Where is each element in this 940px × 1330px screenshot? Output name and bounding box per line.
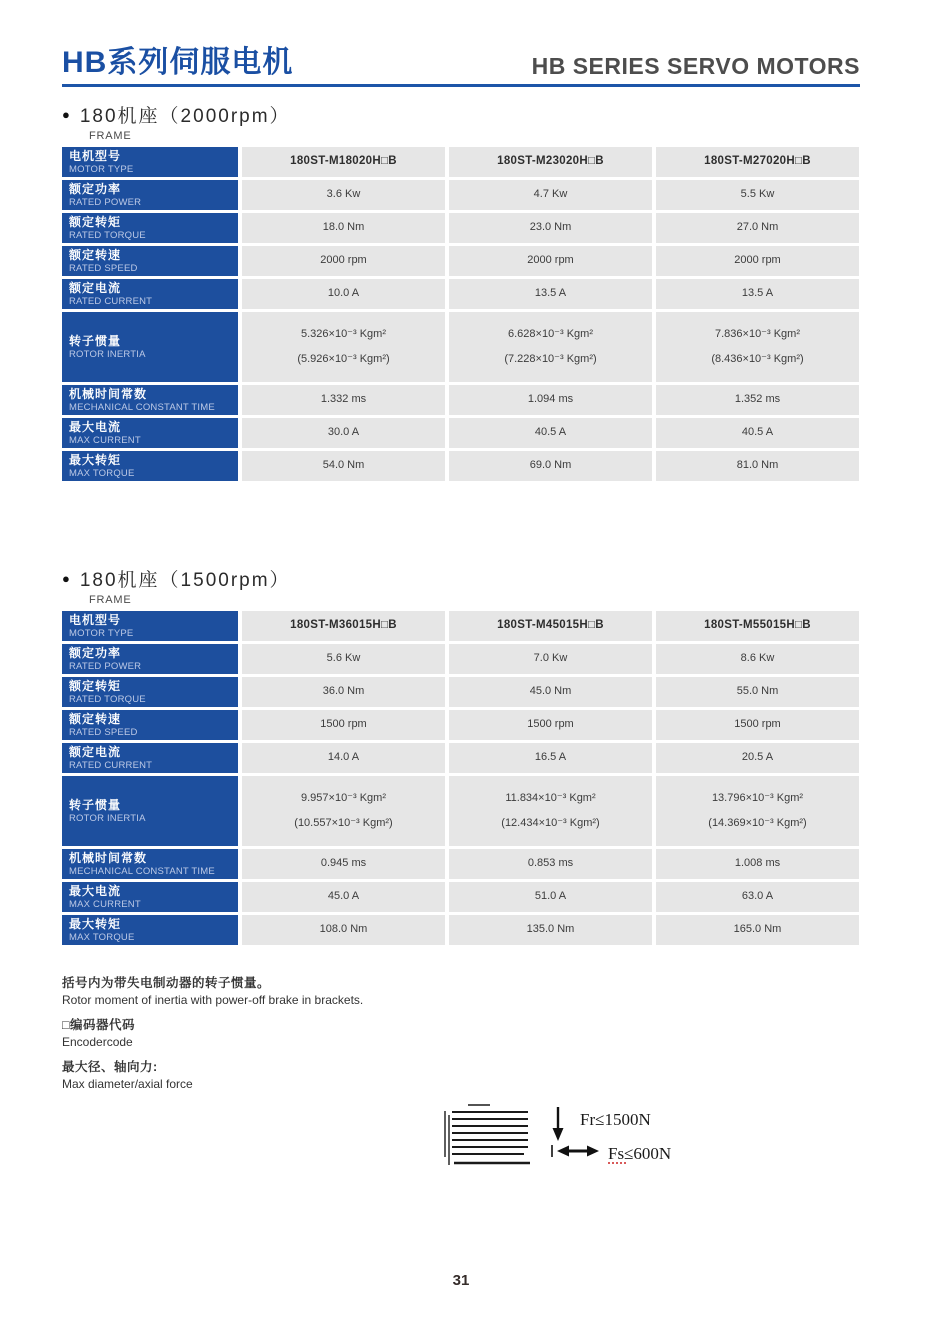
value-cell: 2000 rpm [449, 246, 652, 276]
table-row [62, 312, 860, 382]
value-cell: 36.0 Nm [242, 677, 445, 707]
section-heading: 180机座（1500rpm） [79, 570, 291, 591]
value-cell: 5.6 Kw [242, 644, 445, 674]
row-label [62, 776, 238, 846]
row-label-zh: 最大电流 [69, 419, 122, 434]
row-label-en: RATED TORQUE [69, 229, 146, 241]
row-label-en: RATED POWER [69, 196, 142, 208]
value-cell: 165.0 Nm [656, 915, 859, 945]
footnote-en: Encodercode [62, 1034, 133, 1049]
table-row [62, 213, 860, 243]
row-label-en: MECHANICAL CONSTANT TIME [69, 865, 215, 877]
row-label [62, 418, 238, 448]
table-row [62, 147, 860, 177]
row-label-zh: 额定转速 [69, 711, 122, 726]
table-row [62, 385, 860, 415]
value-cell: 16.5 A [449, 743, 652, 773]
row-label-zh: 额定电流 [69, 280, 122, 295]
row-label-zh: 转子惯量 [69, 797, 122, 812]
value-cell: 9.957×10⁻³ Kgm² (10.557×10⁻³ Kgm²) [242, 776, 445, 846]
table-row [62, 611, 860, 641]
table-row [62, 915, 860, 945]
value-cell: 13.5 A [656, 279, 859, 309]
value-cell: 51.0 A [449, 882, 652, 912]
value-cell: 13.796×10⁻³ Kgm² (14.369×10⁻³ Kgm²) [656, 776, 859, 846]
value-cell: 0.945 ms [242, 849, 445, 879]
value-cell: 180ST-M27020H□B [656, 147, 859, 177]
row-label [62, 915, 238, 945]
row-label-zh: 额定转矩 [69, 214, 122, 229]
table-row [62, 710, 860, 740]
page-number: 31 [452, 1272, 470, 1290]
row-label [62, 312, 238, 382]
value-cell: 69.0 Nm [449, 451, 652, 481]
value-cell: 2000 rpm [242, 246, 445, 276]
value-cell: 30.0 A [242, 418, 445, 448]
table-row [62, 180, 860, 210]
table-row [62, 849, 860, 879]
footnote-zh: □编码器代码 [62, 1018, 136, 1033]
row-label-zh: 最大转矩 [69, 452, 122, 467]
value-cell: 4.7 Kw [449, 180, 652, 210]
row-label [62, 677, 238, 707]
row-label [62, 849, 238, 879]
row-label [62, 246, 238, 276]
radial-force-arrow-icon [553, 1107, 564, 1141]
row-label-en: MECHANICAL CONSTANT TIME [69, 401, 215, 413]
row-label-zh: 机械时间常数 [69, 850, 148, 865]
value-cell: 20.5 A [656, 743, 859, 773]
row-label-en: RATED CURRENT [69, 295, 153, 307]
doc-header [62, 46, 860, 87]
table-row [62, 418, 860, 448]
section-heading: 180机座（2000rpm） [79, 106, 291, 127]
value-cell: 108.0 Nm [242, 915, 445, 945]
section-bullet-icon: ● [62, 571, 70, 586]
table-row [62, 279, 860, 309]
row-label-zh: 电机型号 [69, 148, 122, 163]
value-cell: 6.628×10⁻³ Kgm² (7.228×10⁻³ Kgm²) [449, 312, 652, 382]
value-cell: 180ST-M45015H□B [449, 611, 652, 641]
section-subheading: FRAME [89, 594, 132, 606]
value-cell: 27.0 Nm [656, 213, 859, 243]
row-label-en: MAX CURRENT [69, 434, 141, 446]
table-row [62, 451, 860, 481]
axial-force-arrow-icon [552, 1145, 599, 1157]
row-label-en: ROTOR INERTIA [69, 812, 146, 824]
footnote [62, 1017, 860, 1050]
row-label-zh: 额定转速 [69, 247, 122, 262]
footnote [62, 975, 860, 1008]
row-label [62, 710, 238, 740]
value-cell: 7.836×10⁻³ Kgm² (8.436×10⁻³ Kgm²) [656, 312, 859, 382]
value-cell: 14.0 A [242, 743, 445, 773]
row-label-en: RATED CURRENT [69, 759, 153, 771]
row-label [62, 644, 238, 674]
row-label-en: RATED SPEED [69, 726, 138, 738]
row-label [62, 611, 238, 641]
value-cell: 18.0 Nm [242, 213, 445, 243]
footnotes [62, 975, 860, 1092]
page-title-en: HB SERIES SERVO MOTORS [531, 52, 860, 79]
value-cell: 1500 rpm [656, 710, 859, 740]
value-cell: 180ST-M36015H□B [242, 611, 445, 641]
section-bullet-icon: ● [62, 107, 70, 122]
row-label-zh: 额定功率 [69, 645, 122, 660]
row-label-zh: 额定电流 [69, 744, 122, 759]
value-cell: 8.6 Kw [656, 644, 859, 674]
row-label-en: RATED TORQUE [69, 693, 146, 705]
row-label [62, 213, 238, 243]
axial-force-label: Fs≤600N [608, 1144, 672, 1164]
row-label [62, 451, 238, 481]
row-label-zh: 额定功率 [69, 181, 122, 196]
table-row [62, 882, 860, 912]
value-cell: 1500 rpm [449, 710, 652, 740]
value-cell: 81.0 Nm [656, 451, 859, 481]
value-cell: 45.0 A [242, 882, 445, 912]
row-label-zh: 电机型号 [69, 612, 122, 627]
table-row [62, 677, 860, 707]
value-cell: 180ST-M23020H□B [449, 147, 652, 177]
row-label-zh: 转子惯量 [69, 333, 122, 348]
row-label-zh: 机械时间常数 [69, 386, 148, 401]
value-cell: 54.0 Nm [242, 451, 445, 481]
value-cell: 11.834×10⁻³ Kgm² (12.434×10⁻³ Kgm²) [449, 776, 652, 846]
row-label-zh: 额定转矩 [69, 678, 122, 693]
value-cell: 10.0 A [242, 279, 445, 309]
value-cell: 1.352 ms [656, 385, 859, 415]
value-cell: 180ST-M18020H□B [242, 147, 445, 177]
value-cell: 63.0 A [656, 882, 859, 912]
row-label-zh: 最大转矩 [69, 916, 122, 931]
footnote [62, 1059, 860, 1092]
value-cell: 13.5 A [449, 279, 652, 309]
row-label-en: RATED SPEED [69, 262, 138, 274]
row-label-en: MAX CURRENT [69, 898, 141, 910]
footnote-en: Max diameter/axial force [62, 1077, 193, 1091]
value-cell: 1.332 ms [242, 385, 445, 415]
row-label [62, 180, 238, 210]
section-2000rpm [62, 101, 860, 481]
shaft-force-diagram [440, 1101, 700, 1184]
value-cell: 1.094 ms [449, 385, 652, 415]
value-cell: 7.0 Kw [449, 644, 652, 674]
row-label-en: RATED POWER [69, 660, 142, 672]
value-cell: 135.0 Nm [449, 915, 652, 945]
section-1500rpm [62, 565, 860, 945]
footnote-en: Rotor moment of inertia with power-off brake in brackets. [62, 992, 364, 1007]
row-label [62, 147, 238, 177]
row-label [62, 882, 238, 912]
spec-table-1500rpm [62, 611, 860, 945]
table-row [62, 644, 860, 674]
value-cell: 2000 rpm [656, 246, 859, 276]
table-row [62, 246, 860, 276]
value-cell: 40.5 A [656, 418, 859, 448]
value-cell: 55.0 Nm [656, 677, 859, 707]
row-label-zh: 最大电流 [69, 883, 122, 898]
value-cell: 45.0 Nm [449, 677, 652, 707]
footnote-zh: 最大径、轴向力: [62, 1060, 158, 1075]
value-cell: 5.326×10⁻³ Kgm² (5.926×10⁻³ Kgm²) [242, 312, 445, 382]
spec-table-2000rpm [62, 147, 860, 481]
table-row [62, 743, 860, 773]
row-label-en: ROTOR INERTIA [69, 348, 146, 360]
value-cell: 1.008 ms [656, 849, 859, 879]
motor-shaft-icon [445, 1105, 530, 1165]
value-cell: 1500 rpm [242, 710, 445, 740]
value-cell: 23.0 Nm [449, 213, 652, 243]
row-label [62, 279, 238, 309]
value-cell: 0.853 ms [449, 849, 652, 879]
row-label-en: MAX TORQUE [69, 931, 135, 943]
value-cell: 5.5 Kw [656, 180, 859, 210]
page-title-zh: HB系列伺服电机 [62, 46, 294, 79]
row-label [62, 743, 238, 773]
row-label-en: MAX TORQUE [69, 467, 135, 479]
row-label-en: MOTOR TYPE [69, 627, 134, 639]
row-label [62, 385, 238, 415]
footnote-zh: 括号内为带失电制动器的转子惯量。 [62, 976, 271, 990]
value-cell: 3.6 Kw [242, 180, 445, 210]
section-subheading: FRAME [89, 130, 132, 142]
table-row [62, 776, 860, 846]
row-label-en: MOTOR TYPE [69, 163, 134, 175]
radial-force-label: Fr≤1500N [580, 1110, 651, 1130]
value-cell: 40.5 A [449, 418, 652, 448]
value-cell: 180ST-M55015H□B [656, 611, 859, 641]
